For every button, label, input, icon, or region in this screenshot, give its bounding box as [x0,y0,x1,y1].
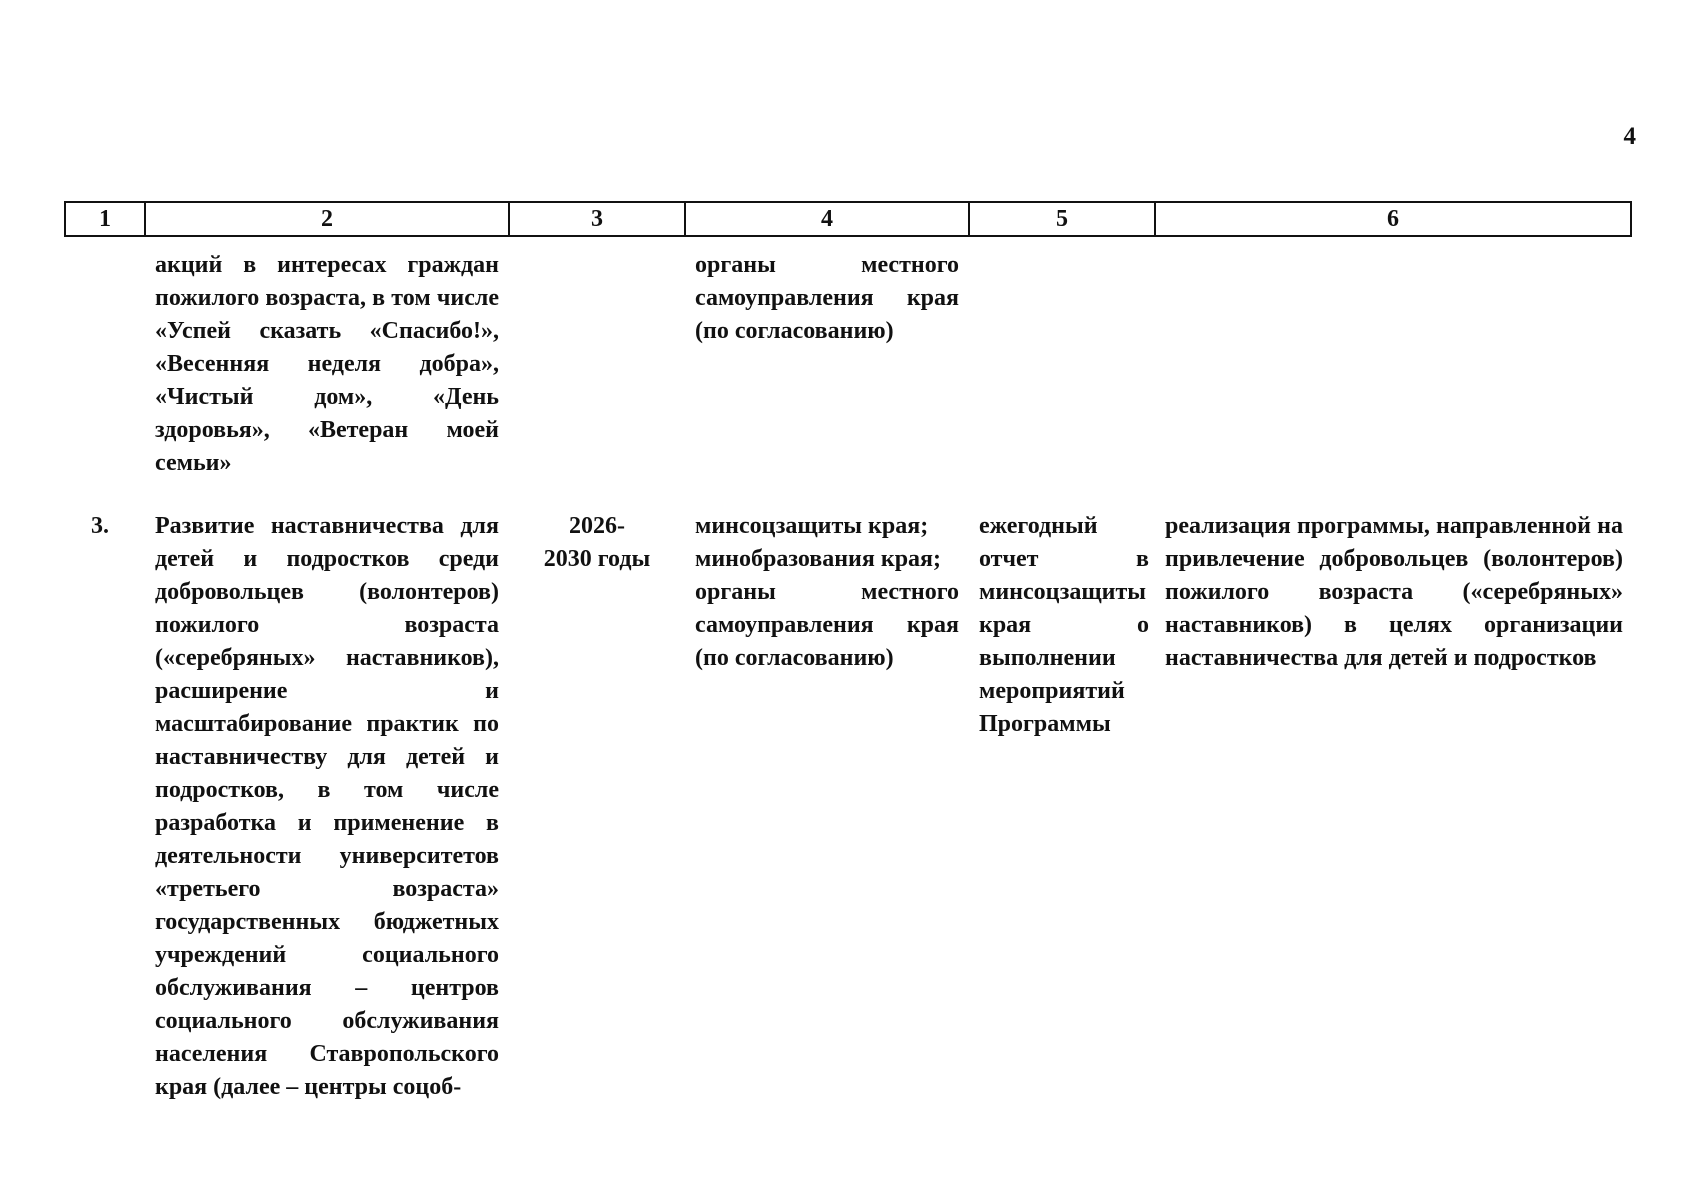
responsible-ministry-education: минобразования края; [695,546,942,572]
responsible-local-government: органы местного самоуправления края (по согласованию) [695,579,959,671]
period [509,236,685,510]
period-end: 2030 годы [543,546,651,572]
header-col-2: 2 [145,202,509,236]
header-col-4: 4 [685,202,969,236]
table-row-3 [65,510,1631,1104]
event-description: Развитие наставничества для детей и подростков среди добровольцев (волонтеров) пожилого возраста («серебряных» наставников), расширение и масштабирование практик по наставничеству для детей и подростков, в том числе разработка и применение в деятельности университетов «третьего возраста» государственных бюджетных учреждений социального обслуживания – центров социального обслуживания населения Ставропольского края (далее – центры соцоб- [155,513,499,1100]
header-col-5: 5 [969,202,1155,236]
responsible-ministry-social: минсоцзащиты края; [695,513,929,539]
expected-result: реализация программы, направленной на привлечение добровольцев (волонтеров) пожилого возраста («серебряных» наставников) в целях организации наставничества для детей и подростков [1165,513,1623,671]
page-number: 4 [1623,123,1636,150]
report-form: ежегодный отчет в минсоцзащиты края о выполнении мероприятий Программы [979,513,1149,737]
header-col-6: 6 [1155,202,1631,236]
table-header [65,202,1631,236]
activities-table [64,201,1632,1104]
report-form [969,236,1155,510]
event-description: акций в интересах граждан пожилого возраста, в том числе «Успей сказать «Спасибо!», «Весенняя неделя добра», «Чистый дом», «День здоровья», «Ветеран моей семьи» [155,252,499,476]
header-row [65,202,1631,236]
header-col-3: 3 [509,202,685,236]
row-number [65,236,145,510]
responsible-executors [685,510,969,1104]
expected-result [1155,236,1631,510]
responsible-executors: органы местного самоуправления края (по согласованию) [695,252,959,344]
period-start: 2026- [569,513,625,539]
row-number: 3. [91,513,109,539]
header-col-1: 1 [65,202,145,236]
table-row-continuation [65,236,1631,510]
period [509,510,685,1104]
